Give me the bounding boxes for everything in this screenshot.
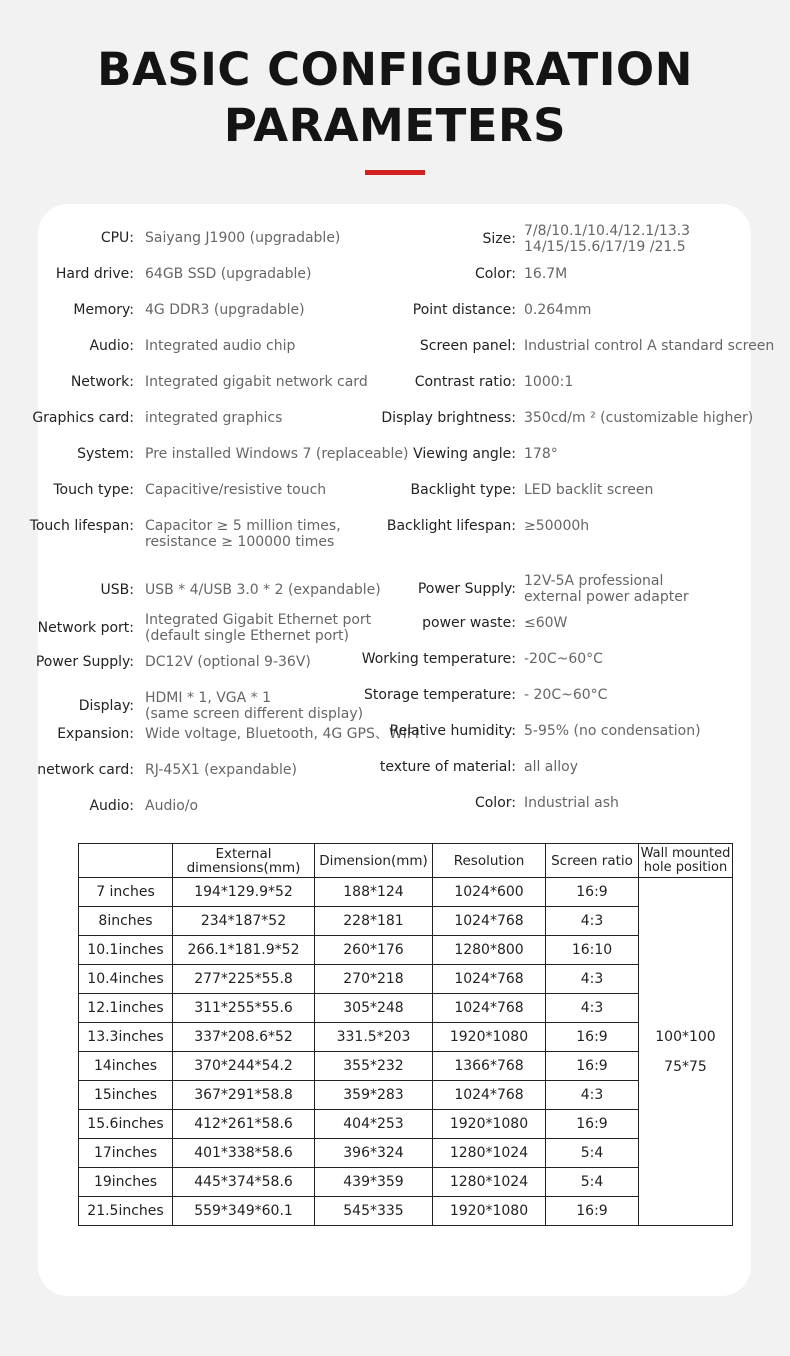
size-table-header-row <box>79 844 733 878</box>
spec-value-line: RJ-45X1 (expandable) <box>145 762 297 778</box>
spec-value-line: Integrated audio chip <box>145 338 296 354</box>
table-cell: 1920*1080 <box>433 1110 546 1139</box>
spec-row <box>38 374 751 390</box>
spec-label: Backlight type: <box>410 482 516 498</box>
size-table-header-cell: Screen ratio <box>546 844 639 878</box>
spec-label: USB: <box>100 582 134 598</box>
table-row <box>79 965 733 994</box>
spec-label: Display: <box>78 698 134 714</box>
spec-value-line: -20C~60°C <box>524 651 603 667</box>
spec-label: Graphics card: <box>32 410 134 426</box>
spec-value-line: Audio/o <box>145 798 199 814</box>
spec-value-line: external power adapter <box>524 589 689 605</box>
spec-value-line: USB * 4/USB 3.0 * 2 (expandable) <box>145 582 381 598</box>
table-cell: 1280*800 <box>433 936 546 965</box>
spec-label: texture of material: <box>379 759 516 775</box>
table-cell: 16:9 <box>546 1052 639 1081</box>
spec-label: Network port: <box>37 620 134 636</box>
page-title-line-1: BASIC CONFIGURATION <box>97 43 693 96</box>
spec-label: Hard drive: <box>55 266 134 282</box>
spec-value <box>524 338 774 354</box>
spec-value-line: resistance ≥ 100000 times <box>145 534 335 550</box>
spec-value <box>524 374 573 390</box>
table-cell: 19inches <box>79 1168 173 1197</box>
spec-value <box>524 723 701 739</box>
spec-value-line: 4G DDR3 (upgradable) <box>145 302 305 318</box>
table-cell: 10.4inches <box>79 965 173 994</box>
table-cell: 1024*768 <box>433 907 546 936</box>
table-cell: 277*225*55.8 <box>173 965 315 994</box>
table-row <box>79 1081 733 1110</box>
spec-label: Storage temperature: <box>364 687 516 703</box>
spec-value-line: 5-95% (no condensation) <box>524 723 701 739</box>
spec-row <box>38 338 775 354</box>
table-cell: 370*244*54.2 <box>173 1052 315 1081</box>
spec-value <box>524 615 567 631</box>
spec-value-line: (same screen different display) <box>145 706 364 722</box>
spec-value-line: (default single Ethernet port) <box>145 628 349 644</box>
spec-row <box>38 687 751 703</box>
table-cell: 445*374*58.6 <box>173 1168 315 1197</box>
spec-label: Network: <box>70 374 134 390</box>
spec-row <box>38 223 751 255</box>
spec-value <box>524 302 591 318</box>
spec-row <box>38 759 751 775</box>
table-cell: 4:3 <box>546 1081 639 1110</box>
table-cell: 16:9 <box>546 878 639 907</box>
spec-value-line: Capacitor ≥ 5 million times, <box>145 518 341 534</box>
table-cell: 337*208.6*52 <box>173 1023 315 1052</box>
spec-row <box>38 410 754 426</box>
spec-label: CPU: <box>100 230 134 246</box>
spec-value <box>524 518 589 534</box>
table-cell: 404*253 <box>315 1110 433 1139</box>
table-cell: 1366*768 <box>433 1052 546 1081</box>
spec-label: Color: <box>474 266 516 282</box>
table-cell: 15inches <box>79 1081 173 1110</box>
table-cell: 194*129.9*52 <box>173 878 315 907</box>
spec-value-line: 64GB SSD (upgradable) <box>145 266 312 282</box>
table-cell: 4:3 <box>546 994 639 1023</box>
size-table-header-cell: External dimensions(mm) <box>173 844 315 878</box>
spec-value-line: Integrated gigabit network card <box>145 374 368 390</box>
size-table-header-cell: Wall mounted hole position <box>639 844 733 878</box>
spec-value-line: 12V-5A professional <box>524 573 664 589</box>
spec-value-line: - 20C~60°C <box>524 687 608 703</box>
table-cell: 266.1*181.9*52 <box>173 936 315 965</box>
spec-value <box>524 266 567 282</box>
spec-label: Memory: <box>73 302 134 318</box>
spec-label: Expansion: <box>57 726 134 742</box>
spec-value-line: 1000:1 <box>524 374 574 390</box>
spec-row <box>38 266 751 282</box>
table-cell: 4:3 <box>546 965 639 994</box>
spec-value <box>524 223 690 255</box>
table-cell: 1920*1080 <box>433 1197 546 1226</box>
spec-row <box>38 518 751 534</box>
page-title <box>0 42 790 154</box>
spec-label: Viewing angle: <box>413 446 516 462</box>
wall-mount-hole-cell <box>639 878 733 1226</box>
spec-label: Touch lifespan: <box>29 518 134 534</box>
table-cell: 10.1inches <box>79 936 173 965</box>
size-table <box>78 843 733 1226</box>
spec-value-line: Saiyang J1900 (upgradable) <box>145 230 341 246</box>
spec-value <box>524 410 753 426</box>
hole-position-value: 75*75 <box>664 1058 707 1075</box>
table-row <box>79 1197 733 1226</box>
spec-value-line: 7/8/10.1/10.4/12.1/13.3 <box>524 223 691 239</box>
table-cell: 8inches <box>79 907 173 936</box>
spec-row <box>38 446 751 462</box>
spec-value-line: Integrated Gigabit Ethernet port <box>145 612 372 628</box>
spec-row <box>38 723 751 739</box>
table-cell: 305*248 <box>315 994 433 1023</box>
table-cell: 260*176 <box>315 936 433 965</box>
table-cell: 559*349*60.1 <box>173 1197 315 1226</box>
spec-value-line: 350cd/m ² (customizable higher) <box>524 410 754 426</box>
spec-row <box>38 482 751 498</box>
spec-value-line: Industrial ash <box>524 795 619 811</box>
table-row <box>79 1139 733 1168</box>
table-row <box>79 994 733 1023</box>
spec-value-line: ≤60W <box>524 615 568 631</box>
spec-label: Power Supply: <box>417 581 516 597</box>
table-cell: 234*187*52 <box>173 907 315 936</box>
table-row <box>79 878 733 907</box>
table-cell: 1024*768 <box>433 965 546 994</box>
spec-value-line: ≥50000h <box>524 518 590 534</box>
spec-value <box>524 687 607 703</box>
spec-value-line: all alloy <box>524 759 579 775</box>
spec-value <box>524 482 653 498</box>
table-cell: 1920*1080 <box>433 1023 546 1052</box>
size-table-header-cell <box>79 844 173 878</box>
spec-value-line: 178° <box>524 446 558 462</box>
spec-row <box>38 573 751 605</box>
table-cell: 13.3inches <box>79 1023 173 1052</box>
table-cell: 1280*1024 <box>433 1168 546 1197</box>
spec-value-line: 14/15/15.6/17/19 /21.5 <box>524 239 686 255</box>
table-cell: 188*124 <box>315 878 433 907</box>
spec-value-line: LED backlit screen <box>524 482 654 498</box>
spec-label: Backlight lifespan: <box>386 518 516 534</box>
table-cell: 16:9 <box>546 1023 639 1052</box>
table-cell: 1024*768 <box>433 994 546 1023</box>
spec-value-line: Capacitive/resistive touch <box>145 482 327 498</box>
table-cell: 1280*1024 <box>433 1139 546 1168</box>
title-accent-bar <box>365 170 425 175</box>
spec-value-line: DC12V (optional 9-36V) <box>145 654 311 670</box>
table-cell: 396*324 <box>315 1139 433 1168</box>
spec-label: Power Supply: <box>35 654 134 670</box>
spec-label: Audio: <box>89 338 134 354</box>
spec-value-line: 16.7M <box>524 266 568 282</box>
table-cell: 21.5inches <box>79 1197 173 1226</box>
spec-value <box>524 651 603 667</box>
spec-row <box>38 651 751 667</box>
table-row <box>79 936 733 965</box>
spec-value <box>524 573 689 605</box>
table-cell: 5:4 <box>546 1139 639 1168</box>
spec-row <box>38 615 751 631</box>
table-cell: 331.5*203 <box>315 1023 433 1052</box>
spec-label: System: <box>77 446 134 462</box>
table-cell: 311*255*55.6 <box>173 994 315 1023</box>
table-row <box>79 907 733 936</box>
table-cell: 17inches <box>79 1139 173 1168</box>
spec-value <box>524 759 578 775</box>
table-cell: 15.6inches <box>79 1110 173 1139</box>
spec-value-line: Industrial control A standard screen <box>524 338 775 354</box>
table-cell: 7 inches <box>79 878 173 907</box>
spec-value-line: Wide voltage, Bluetooth, 4G GPS、WIFI <box>145 726 419 742</box>
table-cell: 16:9 <box>546 1197 639 1226</box>
spec-value <box>524 795 619 811</box>
spec-label: Audio: <box>89 798 134 814</box>
table-cell: 12.1inches <box>79 994 173 1023</box>
table-cell: 355*232 <box>315 1052 433 1081</box>
spec-value <box>524 446 558 462</box>
table-cell: 439*359 <box>315 1168 433 1197</box>
page-title-line-2: PARAMETERS <box>223 99 567 152</box>
spec-label: network card: <box>37 762 134 778</box>
table-cell: 4:3 <box>546 907 639 936</box>
spec-label: Color: <box>474 795 516 811</box>
table-cell: 1024*600 <box>433 878 546 907</box>
table-cell: 270*218 <box>315 965 433 994</box>
spec-label: Screen panel: <box>419 338 516 354</box>
hole-position-value: 100*100 <box>655 1028 716 1045</box>
spec-label: power waste: <box>422 615 516 631</box>
table-cell: 228*181 <box>315 907 433 936</box>
spec-value-line: HDMI * 1, VGA * 1 <box>145 690 272 706</box>
spec-label: Size: <box>482 231 516 247</box>
spec-value-line: Pre installed Windows 7 (replaceable) <box>145 446 409 462</box>
table-cell: 1024*768 <box>433 1081 546 1110</box>
table-cell: 367*291*58.8 <box>173 1081 315 1110</box>
size-table-header-cell: Dimension(mm) <box>315 844 433 878</box>
table-row <box>79 1023 733 1052</box>
table-row <box>79 1052 733 1081</box>
size-table-header-cell: Resolution <box>433 844 546 878</box>
table-cell: 14inches <box>79 1052 173 1081</box>
spec-row <box>38 795 751 811</box>
spec-value-line: integrated graphics <box>145 410 283 426</box>
table-row <box>79 1168 733 1197</box>
table-cell: 5:4 <box>546 1168 639 1197</box>
spec-label: Relative humidity: <box>389 723 516 739</box>
table-cell: 359*283 <box>315 1081 433 1110</box>
table-cell: 16:10 <box>546 936 639 965</box>
spec-value-line: 0.264mm <box>524 302 592 318</box>
spec-label: Contrast ratio: <box>414 374 516 390</box>
spec-label: Touch type: <box>53 482 134 498</box>
spec-label: Point distance: <box>412 302 516 318</box>
table-row <box>79 1110 733 1139</box>
table-cell: 16:9 <box>546 1110 639 1139</box>
table-cell: 545*335 <box>315 1197 433 1226</box>
spec-row <box>38 302 751 318</box>
table-cell: 412*261*58.6 <box>173 1110 315 1139</box>
spec-label: Display brightness: <box>381 410 516 426</box>
table-cell: 401*338*58.6 <box>173 1139 315 1168</box>
spec-label: Working temperature: <box>361 651 516 667</box>
